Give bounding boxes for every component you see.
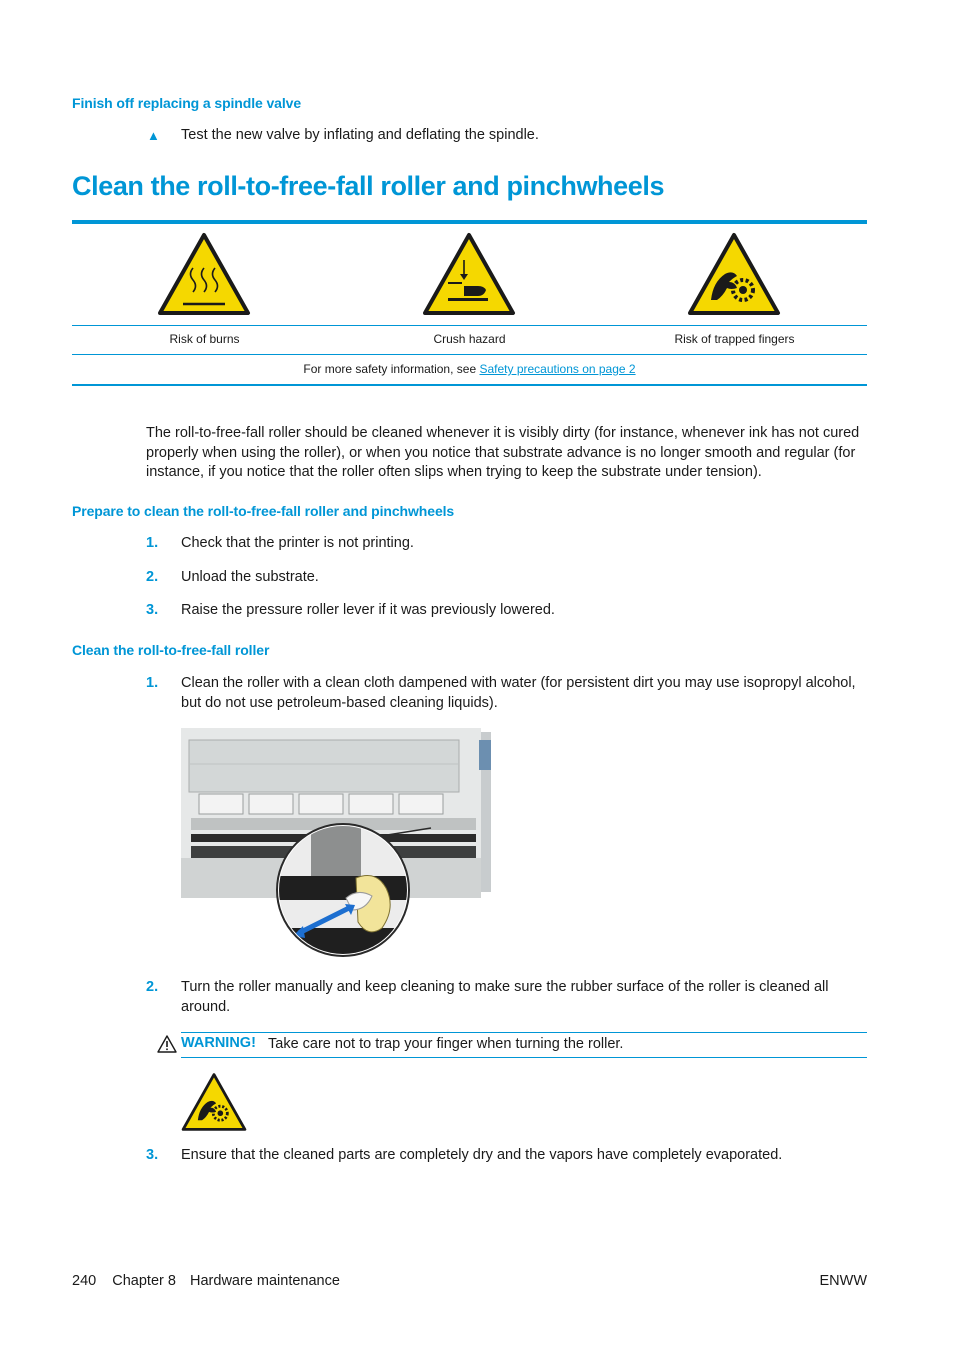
trapped-fingers-warning-icon <box>687 232 781 316</box>
clean-step-text: Clean the roller with a clean cloth dampened with water (for persistent dirt you may use isopropyl alcohol, but do not use petroleum-based cleaning liquids). <box>181 675 856 711</box>
chapter-title: Hardware maintenance <box>190 1273 340 1289</box>
step-number: 1. <box>146 535 159 551</box>
prepare-step-text: Check that the printer is not printing. <box>181 535 414 551</box>
clean-step-text: Ensure that the cleaned parts are completely dry and the vapors have completely evaporated. <box>181 1147 783 1163</box>
safety-info-line <box>72 362 867 376</box>
chapter-label: Chapter 8 <box>112 1273 176 1289</box>
footer-left <box>72 1272 340 1292</box>
warning-bottom-rule <box>181 1057 867 1058</box>
intro-paragraph: The roll-to-free-fall roller should be cleaned whenever it is visibly dirty (for instance, whenever ink has not cured properly when using the roller), or when you notice that substrate advance is no longer smooth and regular (for instance, if you notice that the roller often slips when trying to keep the substrate under tension). <box>146 425 860 480</box>
clean-step-text: Turn the roller manually and keep cleaning to make sure the rubber surface of the roller is cleaned all around. <box>181 979 829 1015</box>
prepare-heading: Prepare to clean the roll-to-free-fall roller and pinchwheels <box>72 503 455 519</box>
step-number: 3. <box>146 1147 159 1163</box>
safety-precautions-link[interactable]: Safety precautions on page 2 <box>479 362 636 376</box>
crush-hazard-warning-icon <box>422 232 516 316</box>
warning-top-rule <box>181 1032 867 1033</box>
warning-triangle-icon <box>157 1035 177 1053</box>
finish-heading: Finish off replacing a spindle valve <box>72 95 302 111</box>
prepare-step-text: Raise the pressure roller lever if it was previously lowered. <box>181 602 555 618</box>
triangle-bullet-icon: ▲ <box>147 128 160 143</box>
prepare-step-text: Unload the substrate. <box>181 569 319 585</box>
warning-text: Take care not to trap your finger when turning the roller. <box>268 1036 624 1052</box>
clean-heading: Clean the roll-to-free-fall roller <box>72 642 270 658</box>
roller-cleaning-illustration <box>181 728 491 960</box>
footer-right: ENWW <box>819 1273 867 1289</box>
finish-step-text: Test the new valve by inflating and deflating the spindle. <box>181 127 539 143</box>
trapped-fingers-warning-icon <box>181 1072 247 1132</box>
page-title: Clean the roll-to-free-fall roller and pinchwheels <box>72 171 665 201</box>
hazard-divider <box>72 325 867 326</box>
hot-surface-warning-icon <box>157 232 251 316</box>
page-number: 240 <box>72 1273 97 1289</box>
hazard-table-bottom-rule <box>72 384 867 386</box>
hazard-table <box>72 224 867 387</box>
hazard-label-burns: Risk of burns <box>169 332 240 346</box>
safety-info-text: For more safety information, see <box>303 362 480 376</box>
hazard-label-fingers: Risk of trapped fingers <box>674 332 795 346</box>
hazard-label-crush: Crush hazard <box>433 332 506 346</box>
step-number: 3. <box>146 602 159 618</box>
hazard-divider <box>72 354 867 355</box>
warning-label: WARNING! <box>181 1035 256 1051</box>
step-number: 1. <box>146 675 159 691</box>
step-number: 2. <box>146 569 159 585</box>
step-number: 2. <box>146 979 159 995</box>
